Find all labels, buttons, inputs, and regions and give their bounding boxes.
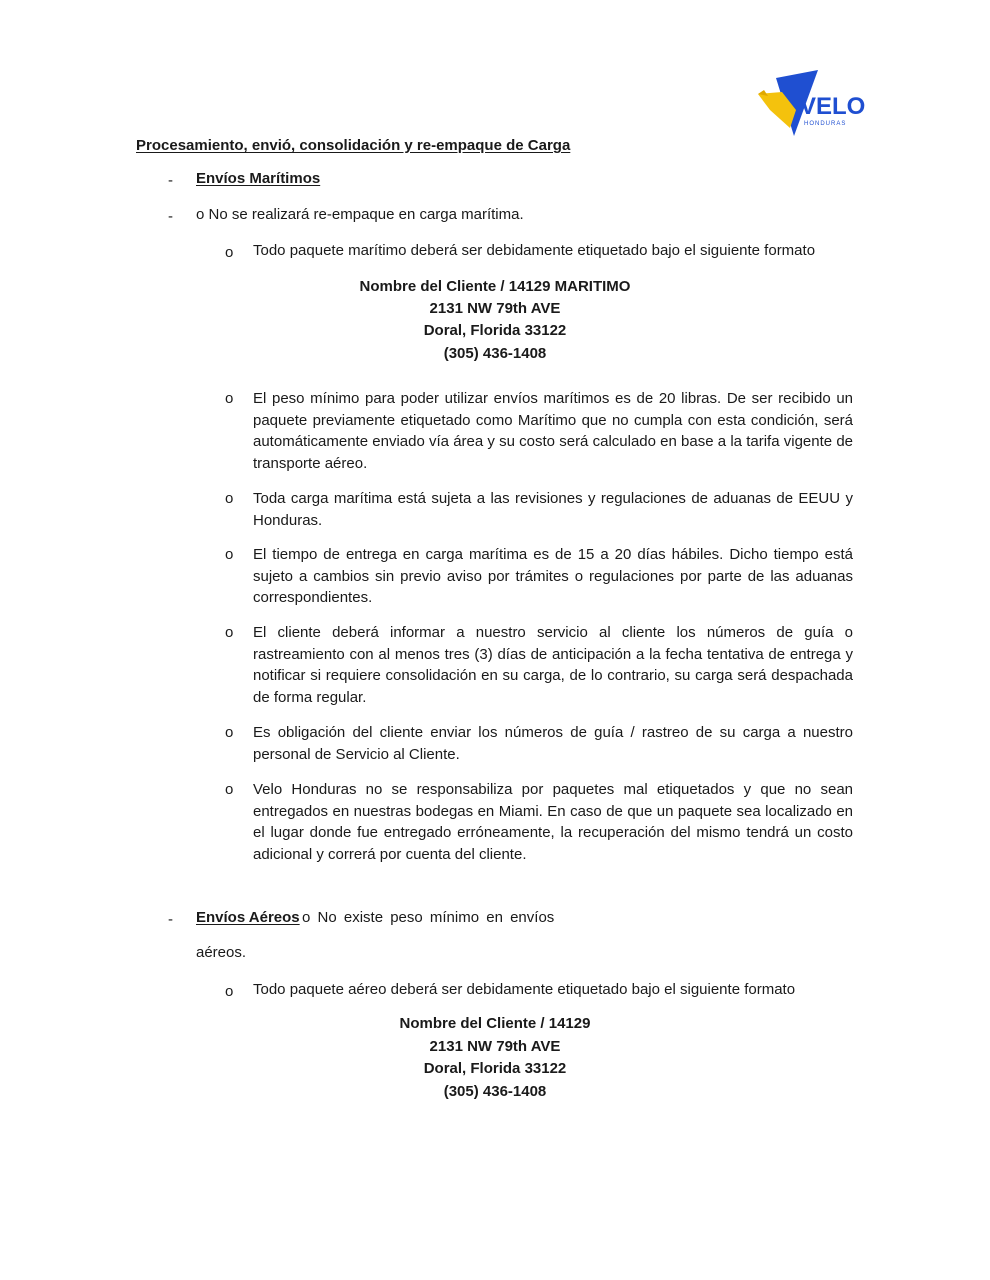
- air-address-line4: (305) 436-1408: [443, 1083, 547, 1100]
- air-no-min-weight-cont: aéreos.: [196, 944, 247, 961]
- dash-marker: -: [168, 172, 173, 189]
- maritime-item-tracking-notice: El cliente deberá informar a nuestro servicio al cliente los números de guía o rastreamiento con al menos tres (3) días de anticipación a la fecha tentativa de entrega y notificar si requiere consolidación en su carga, de lo contrario, su carga será despachada de forma regular.: [253, 624, 853, 706]
- maritime-address-line1: Nombre del Cliente / 14129 MARITIMO: [359, 278, 631, 295]
- dash-marker: -: [168, 208, 173, 225]
- air-address-line2: 2131 NW 79th AVE: [429, 1038, 561, 1055]
- air-address-line3: Doral, Florida 33122: [423, 1060, 567, 1077]
- dash-marker: -: [168, 911, 173, 928]
- bullet-marker: o: [225, 244, 234, 261]
- maritime-item-liability: Velo Honduras no se responsabiliza por paquetes mal etiquetados y que no sean entregados en nuestras bodegas en Miami. En caso de que un paquete sea localizado en el lugar donde fue entregado erróneamente, la recuperación del mismo tendrá un costo adicional y correrá por cuenta del cliente.: [253, 781, 853, 863]
- bullet-marker: o: [225, 490, 234, 507]
- maritime-heading: Envíos Marítimos: [196, 170, 321, 187]
- air-label-instruction: Todo paquete aéreo deberá ser debidamente etiquetado bajo el siguiente formato: [253, 981, 796, 998]
- bullet-marker: o: [225, 546, 234, 563]
- maritime-item-client-obligation: Es obligación del cliente enviar los números de guía / rastreo de su carga a nuestro personal de Servicio al Cliente.: [253, 724, 853, 763]
- bullet-marker: o: [225, 781, 234, 798]
- logo-subtext: HONDURAS: [804, 121, 847, 127]
- bullet-marker: o: [225, 983, 234, 1000]
- maritime-address-line2: 2131 NW 79th AVE: [429, 300, 561, 317]
- maritime-label-instruction: Todo paquete marítimo deberá ser debidamente etiquetado bajo el siguiente formato: [253, 242, 816, 259]
- maritime-address-line4: (305) 436-1408: [443, 345, 547, 362]
- bullet-marker: o: [225, 624, 234, 641]
- maritime-item-customs: Toda carga marítima está sujeta a las revisiones y regulaciones de aduanas de EEUU y Honduras.: [253, 490, 853, 529]
- maritime-no-repack: o No se realizará re-empaque en carga marítima.: [196, 206, 524, 223]
- document-title: Procesamiento, envió, consolidación y re-empaque de Carga: [136, 137, 571, 154]
- bullet-marker: o: [225, 390, 234, 407]
- air-no-min-weight: o No existe peso mínimo en envíos: [302, 909, 555, 926]
- logo-text: VELO: [800, 93, 866, 120]
- maritime-address-line3: Doral, Florida 33122: [423, 322, 567, 339]
- air-heading: Envíos Aéreos: [196, 909, 300, 926]
- maritime-item-delivery-time: El tiempo de entrega en carga marítima es de 15 a 20 días hábiles. Dicho tiempo está sujeto a cambios sin previo aviso por trámites o regulaciones por parte de las aduanas correspondientes.: [253, 546, 853, 607]
- maritime-item-min-weight: El peso mínimo para poder utilizar envíos marítimos es de 20 libras. De ser recibido un paquete previamente etiquetado como Marítimo que no cumpla con esta condición, será automáticamente enviado vía área y su costo será calculado en base a la tarifa vigente de transporte aéreo.: [253, 390, 853, 472]
- air-address-line1: Nombre del Cliente / 14129: [399, 1015, 591, 1032]
- bullet-marker: o: [225, 724, 234, 741]
- velo-honduras-logo: [756, 70, 866, 140]
